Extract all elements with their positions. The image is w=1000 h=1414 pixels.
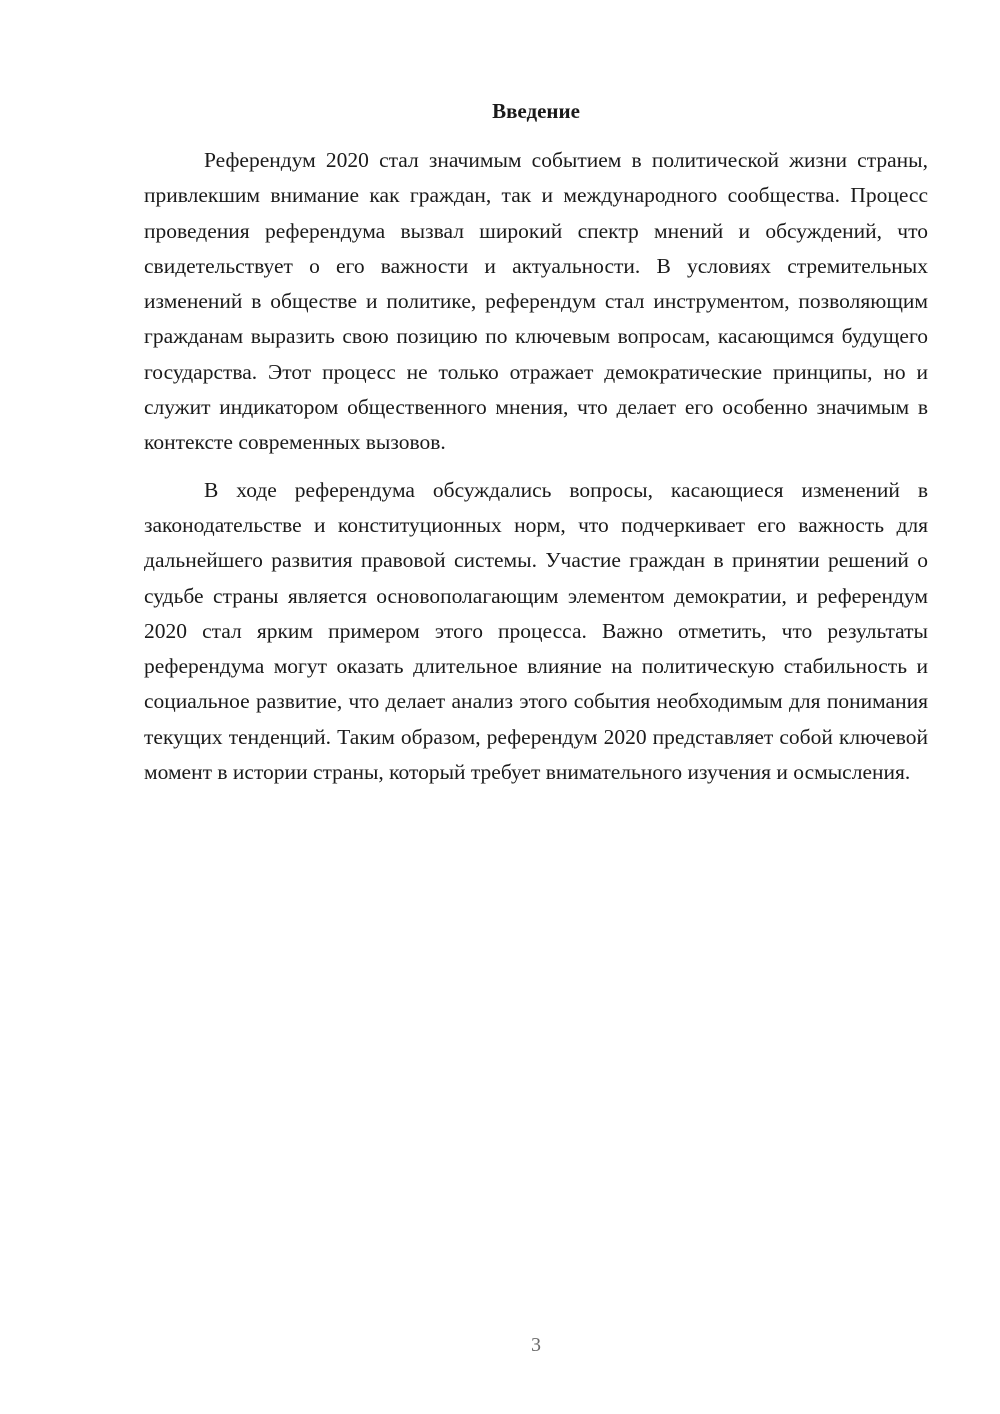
body-text	[144, 143, 928, 802]
page-number: 3	[531, 1334, 541, 1356]
paragraph-1: Референдум 2020 стал значимым событием в политической жизни страны, привлекшим внимание как граждан, так и международного сообщества. Процесс проведения референдума вызвал широкий спектр мнений и обсуждений, что свидетельствует о его важности и актуальности. В условиях стремительных изменений в обществе и политике, референдум стал инструментом, позволяющим гражданам выразить свою позицию по ключевым вопросам, касающимся будущего государства. Этот процесс не только отражает демократические принципы, но и служит индикатором общественного мнения, что делает его особенно значимым в контексте современных вызовов.	[144, 148, 928, 455]
paragraph-2: В ходе референдума обсуждались вопросы, касающиеся изменений в законодательстве и конституционных норм, что подчеркивает его важность для дальнейшего развития правовой системы. Участие граждан в принятии решений о судьбе страны является основополагающим элементом демократии, и референдум 2020 стал ярким примером этого процесса. Важно отметить, что результаты референдума могут оказать длительное влияние на политическую стабильность и социальное развитие, что делает анализ этого события необходимым для понимания текущих тенденций. Таким образом, референдум 2020 представляет собой ключевой момент в истории страны, который требует внимательного изучения и осмысления.	[144, 477, 928, 785]
section-heading: Введение	[492, 99, 580, 123]
